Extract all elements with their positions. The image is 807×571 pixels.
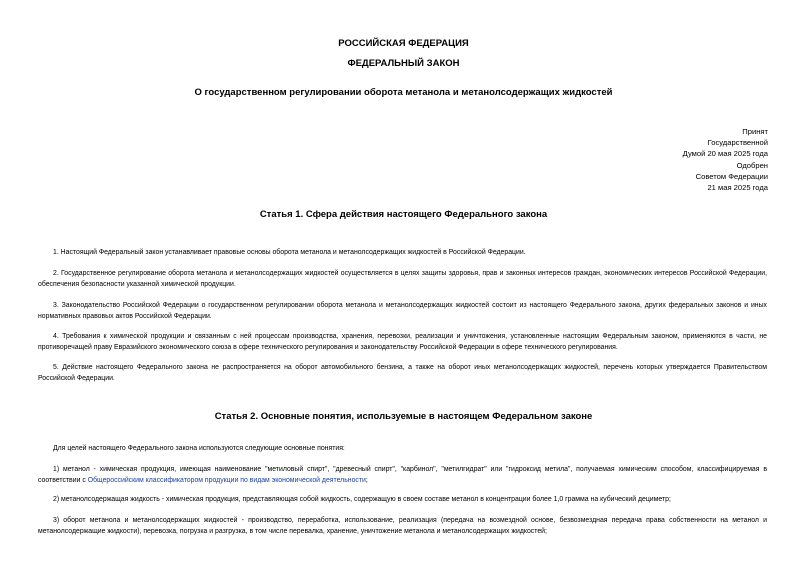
article-1-paragraph-2: 2. Государственное регулирование оборота метанола и метанолсодержащих жидкостей осуществляется в целях защиты здоровья, прав и законных интересов граждан, экономических интересов Российской Федерации, обеспечения безопасности указанной химической продукции. [38, 270, 767, 288]
adoption-line: Государственной [707, 138, 768, 148]
country-heading: РОССИЙСКАЯ ФЕДЕРАЦИЯ [338, 38, 469, 49]
paragraph-text-end: ; [365, 477, 368, 484]
law-type-heading: ФЕДЕРАЛЬНЫЙ ЗАКОН [347, 58, 460, 69]
adoption-line: 21 мая 2025 года [707, 183, 768, 193]
adoption-line: Советом Федерации [695, 171, 768, 181]
adoption-line: Одобрен [736, 160, 768, 170]
adoption-line: Думой 20 мая 2025 года [682, 149, 768, 159]
article-1-paragraph-5: 5. Действие настоящего Федерального закона не распространяется на оборот автомобильного бензина, а также на оборот иных метанолсодержащих жидкостей, перечень которых утверждается Правительством Российской Федерации. [38, 364, 767, 382]
article-2-intro: Для целей настоящего Федерального закона используются следующие основные понятия: [53, 445, 345, 452]
article-2-paragraph-1 [38, 464, 767, 486]
article-1-paragraph-3: 3. Законодательство Российской Федерации о государственном регулировании оборота метанола и метанолсодержащих жидкостей состоит из настоящего Федерального закона, других федеральных законов и иных нормативных правовых актов Российской Федерации. [38, 302, 767, 320]
article-1-paragraph-1: 1. Настоящий Федеральный закон устанавливает правовые основы оборота метанола и метанолсодержащих жидкостей в Российской Федерации. [53, 249, 526, 256]
article-2-paragraph-3: 3) оборот метанола и метанолсодержащих жидкостей - производство, переработка, использование, реализация (передача на возмездной основе, безвозмездная передача права собственности на метанол и метанолсодержащие жидкости), перевозка, погрузка и разгрузка, в том числе перевалка, хранение, уничтожение метанола и метанолсодержащих жидкостей; [38, 517, 767, 535]
adoption-block [683, 126, 768, 193]
article-1-paragraph-4: 4. Требования к химической продукции и связанным с ней процессам производства, хранения, перевозки, реализации и уничтожения, установленные настоящим Федеральным законом, применяются в части, не противоречащей праву Евразийского экономического союза в сфере технического регулирования и законодательству Российской Федерации в сфере технического регулирования. [38, 333, 767, 351]
paragraph-text: 1) метанол - химическая продукция, имеющая наименование "метиловый спирт", "древесный спирт", "карбинол", "метилгидрат" или "гидроксид метила", получаемая химическим способом, классифицируемая в соответствии с [38, 466, 767, 484]
article-1-title: Статья 1. Сфера действия настоящего Федерального закона [259, 209, 548, 220]
article-2-paragraph-2: 2) метанолсодержащая жидкость - химическая продукция, представляющая собой жидкость, содержащую в своем составе метанол в концентрации более 1,0 грамма на кубический дециметр; [53, 496, 671, 503]
okved-classifier-link[interactable]: Общероссийским классификатором продукции по видам экономической деятельности [87, 477, 366, 484]
article-2-title: Статья 2. Основные понятия, используемые в настоящем Федеральном законе [214, 411, 593, 422]
law-title: О государственном регулировании оборота метанола и метанолсодержащих жидкостей [194, 87, 613, 98]
adoption-line: Принят [742, 127, 768, 136]
